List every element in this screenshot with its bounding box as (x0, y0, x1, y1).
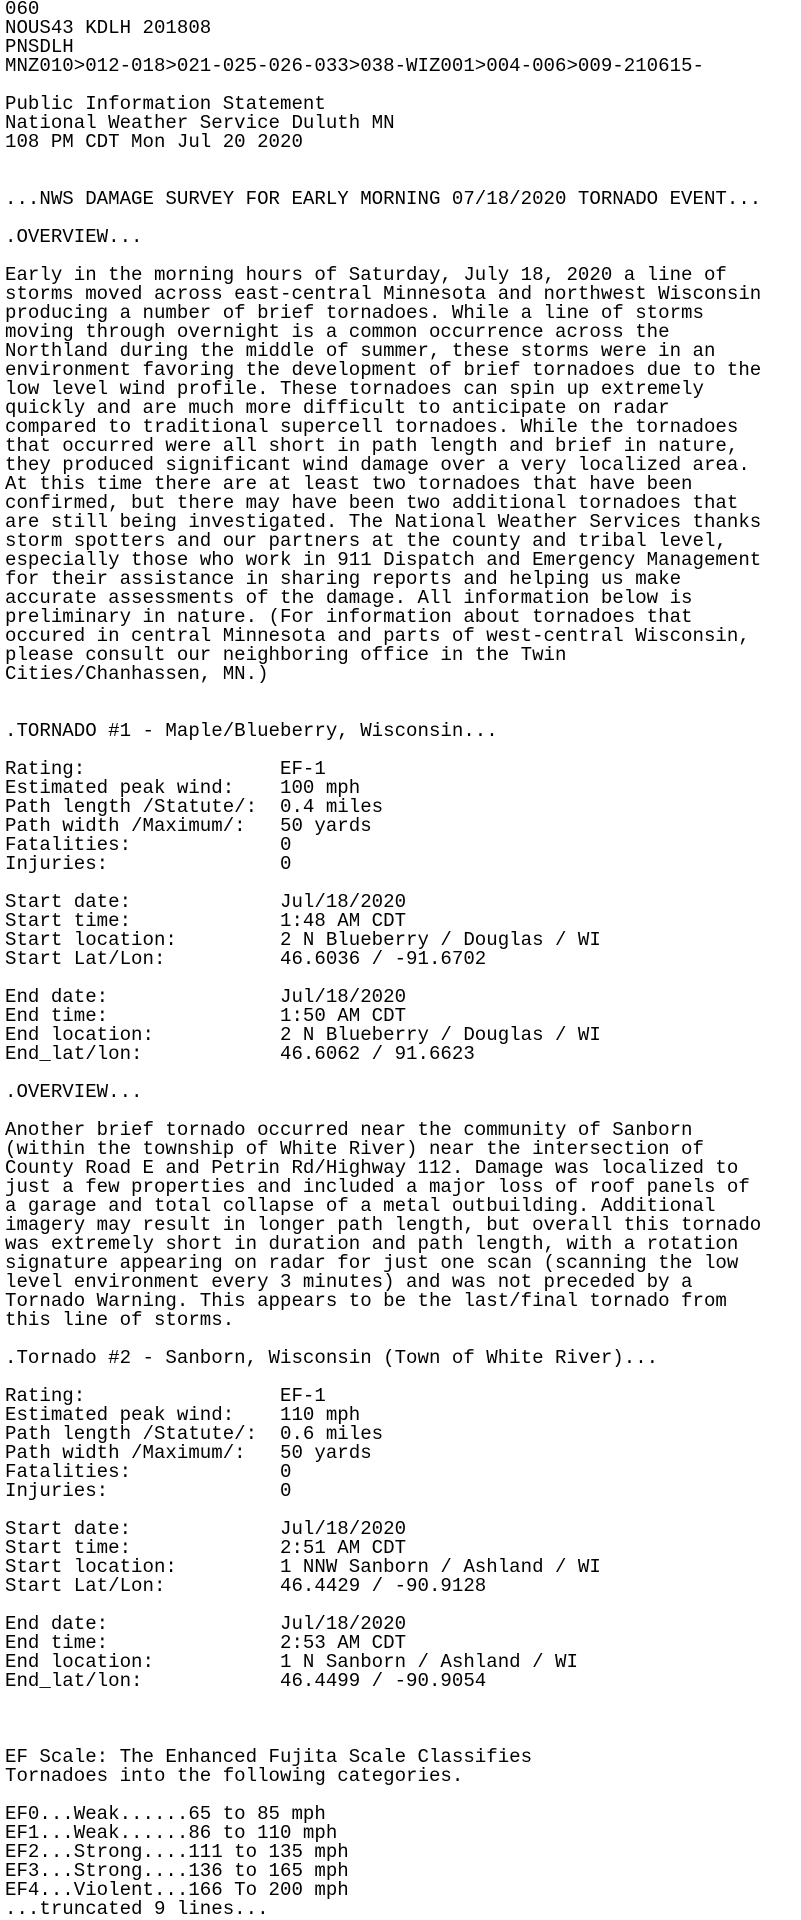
text-line: Fatalities: 0 (5, 834, 292, 856)
blank-line (5, 684, 801, 703)
text-line: Early in the morning hours of Saturday, July 18, 2020 a line of (5, 264, 727, 286)
text-line: low level wind profile. These tornadoes can spin up extremely (5, 378, 704, 400)
text-line: EF4...Violent...166 To 200 mph (5, 1879, 349, 1901)
text-line: Start location: 1 NNW Sanborn / Ashland / WI (5, 1556, 601, 1578)
text-line: environment favoring the development of brief tornadoes due to the (5, 359, 762, 381)
text-line: End_lat/lon: 46.4499 / -90.9054 (5, 1670, 487, 1692)
text-line: accurate assessments of the damage. All information below is (5, 587, 693, 609)
text-line: Rating: EF-1 (5, 1385, 326, 1407)
text-line: compared to traditional supercell tornadoes. While the tornadoes (5, 416, 739, 438)
text-line: Start date: Jul/18/2020 (5, 1518, 407, 1540)
text-line: EF3...Strong....136 to 165 mph (5, 1860, 349, 1882)
text-line: imagery may result in longer path length, but overall this tornado (5, 1214, 762, 1236)
text-line: ...NWS DAMAGE SURVEY FOR EARLY MORNING 07/18/2020 TORNADO EVENT... (5, 188, 762, 210)
text-line: End location: 1 N Sanborn / Ashland / WI (5, 1651, 578, 1673)
text-line: Start Lat/Lon: 46.6036 / -91.6702 (5, 948, 487, 970)
text-line: Start time: 1:48 AM CDT (5, 910, 407, 932)
text-line: Start location: 2 N Blueberry / Douglas / WI (5, 929, 601, 951)
text-line: EF0...Weak......65 to 85 mph (5, 1803, 326, 1825)
text-line: At this time there are at least two tornadoes that have been (5, 473, 693, 495)
text-line: just a few properties and included a major loss of roof panels of (5, 1176, 750, 1198)
text-line: MNZ010>012-018>021-025-026-033>038-WIZ001>004-006>009-210615- (5, 55, 704, 77)
text-line: moving through overnight is a common occurrence across the (5, 321, 670, 343)
text-line: Start date: Jul/18/2020 (5, 891, 407, 913)
text-line: Path length /Statute/: 0.4 miles (5, 796, 384, 818)
text-line: Path length /Statute/: 0.6 miles (5, 1423, 384, 1445)
text-line: PNSDLH (5, 36, 74, 58)
text-line: level environment every 3 minutes) and was not preceded by a (5, 1271, 693, 1293)
text-line: .Tornado #2 - Sanborn, Wisconsin (Town of White River)... (5, 1347, 659, 1369)
text-line: Injuries: 0 (5, 853, 292, 875)
text-line: ...truncated 9 lines... (5, 1898, 269, 1920)
text-line: Another brief tornado occurred near the community of Sanborn (5, 1119, 693, 1141)
text-line: preliminary in nature. (For information about tornadoes that (5, 606, 693, 628)
text-line: Estimated peak wind: 100 mph (5, 777, 361, 799)
text-line: storms moved across east-central Minnesota and northwest Wisconsin (5, 283, 762, 305)
text-line: Start time: 2:51 AM CDT (5, 1537, 407, 1559)
blank-line (5, 152, 801, 171)
text-line: Tornado Warning. This appears to be the last/final tornado from (5, 1290, 727, 1312)
text-line: producing a number of brief tornadoes. While a line of storms (5, 302, 704, 324)
text-line: EF1...Weak......86 to 110 mph (5, 1822, 338, 1844)
text-line: End date: Jul/18/2020 (5, 1613, 407, 1635)
text-line: this line of storms. (5, 1309, 235, 1331)
text-line: a garage and total collapse of a metal outbuilding. Additional (5, 1195, 716, 1217)
text-line: Path width /Maximum/: 50 yards (5, 1442, 372, 1464)
text-line: they produced significant wind damage over a very localized area. (5, 454, 750, 476)
text-line: especially those who work in 911 Dispatch and Emergency Management (5, 549, 762, 571)
text-line: 108 PM CDT Mon Jul 20 2020 (5, 131, 303, 153)
text-line: please consult our neighboring office in the Twin (5, 644, 567, 666)
text-line: EF Scale: The Enhanced Fujita Scale Classifies (5, 1746, 533, 1768)
text-line: occured in central Minnesota and parts of west-central Wisconsin, (5, 625, 750, 647)
text-line: .TORNADO #1 - Maple/Blueberry, Wisconsin... (5, 720, 498, 742)
text-line: Start Lat/Lon: 46.4429 / -90.9128 (5, 1575, 487, 1597)
text-line: Rating: EF-1 (5, 758, 326, 780)
text-line: .OVERVIEW... (5, 226, 143, 248)
text-line: Path width /Maximum/: 50 yards (5, 815, 372, 837)
text-line: End date: Jul/18/2020 (5, 986, 407, 1008)
text-line: EF2...Strong....111 to 135 mph (5, 1841, 349, 1863)
text-line: Tornadoes into the following categories. (5, 1765, 464, 1787)
text-line: End location: 2 N Blueberry / Douglas / WI (5, 1024, 601, 1046)
blank-line (5, 1691, 801, 1710)
text-line: Public Information Statement (5, 93, 326, 115)
text-line: for their assistance in sharing reports and helping us make (5, 568, 682, 590)
text-line: was extremely short in duration and path length, with a rotation (5, 1233, 739, 1255)
text-line: signature appearing on radar for just one scan (scanning the low (5, 1252, 739, 1274)
text-line: 060 (5, 0, 40, 20)
text-line: End time: 1:50 AM CDT (5, 1005, 407, 1027)
text-line: National Weather Service Duluth MN (5, 112, 395, 134)
text-line: Estimated peak wind: 110 mph (5, 1404, 361, 1426)
text-line: storm spotters and our partners at the county and tribal level, (5, 530, 727, 552)
text-line: County Road E and Petrin Rd/Highway 112. Damage was localized to (5, 1157, 739, 1179)
text-line: (within the township of White River) near the intersection of (5, 1138, 704, 1160)
text-line: NOUS43 KDLH 201808 (5, 17, 212, 39)
text-line: End_lat/lon: 46.6062 / 91.6623 (5, 1043, 475, 1065)
text-line: are still being investigated. The National Weather Services thanks (5, 511, 762, 533)
blank-line (5, 1710, 801, 1729)
text-line: Northland during the middle of summer, these storms were in an (5, 340, 716, 362)
text-line: confirmed, but there may have been two additional tornadoes that (5, 492, 739, 514)
text-line: Injuries: 0 (5, 1480, 292, 1502)
text-line: quickly and are much more difficult to anticipate on radar (5, 397, 670, 419)
text-line: Fatalities: 0 (5, 1461, 292, 1483)
text-line: that occurred were all short in path length and brief in nature, (5, 435, 739, 457)
text-line: End time: 2:53 AM CDT (5, 1632, 407, 1654)
text-line: Cities/Chanhassen, MN.) (5, 663, 269, 685)
text-line: .OVERVIEW... (5, 1081, 143, 1103)
